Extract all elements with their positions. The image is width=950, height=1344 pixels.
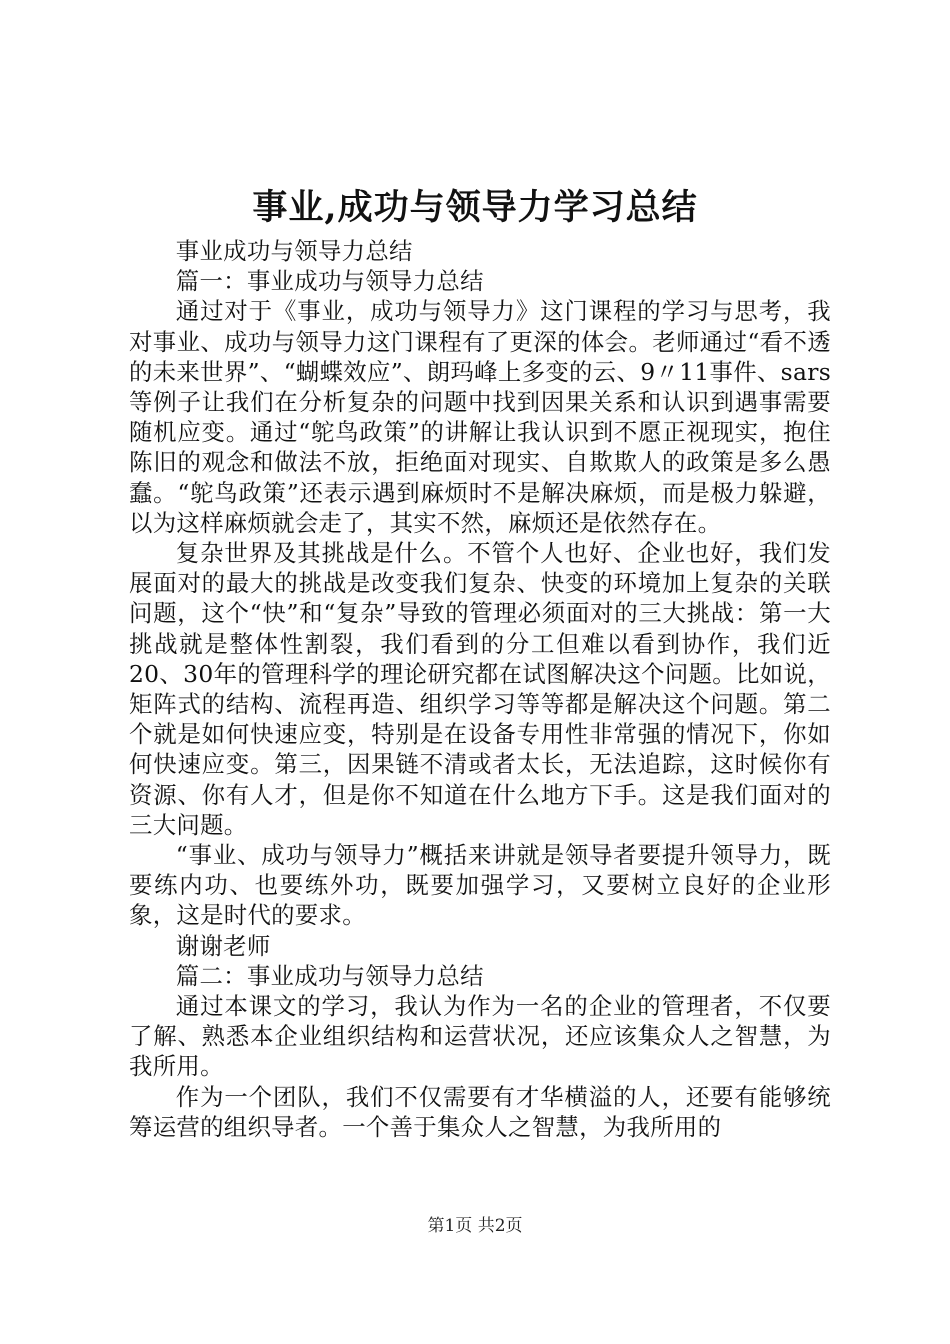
paragraph: 作为一个团队，我们不仅需要有才华横溢的人，还要有能够统筹运营的组织导者。一个善于集众人之智慧，为我所用的 [129,1082,831,1141]
section-heading-1: 篇一：事业成功与领导力总结 [175,267,484,296]
paragraph: 通过本课文的学习，我认为作为一名的企业的管理者，不仅要了解、熟悉本企业组织结构和运营状况，还应该集众人之智慧，为我所用。 [129,992,831,1081]
paragraph: 复杂世界及其挑战是什么。不管个人也好、企业也好，我们发展面对的最大的挑战是改变我们复杂、快变的环境加上复杂的关联问题，这个“快”和“复杂”导致的管理必须面对的三大挑战：第一大挑战就是整体性割裂，我们看到的分工但难以看到协作，我们近20、30年的管理科学的理论研究都在试图解决这个问题。比如说，矩阵式的结构、流程再造、组织学习等等都是解决这个问题。第二个就是如何快速应变，特别是在设备专用性非常强的情况下，你如何快速应变。第三，因果链不清或者太长，无法追踪，这时候你有资源、你有人才，但是你不知道在什么地方下手。这是我们面对的三大问题。 [129,539,831,839]
document-body [129,236,831,1142]
paragraph: “事业、成功与领导力”概括来讲就是领导者要提升领导力，既要练内功、也要练外功，既要加强学习，又要树立良好的企业形象，这是时代的要求。 [129,841,831,930]
document-title: 事业,成功与领导力学习总结 [252,187,698,228]
paragraph-thanks: 谢谢老师 [175,931,271,960]
page-footer: 第1页 共2页 [427,1216,523,1236]
paragraph: 通过对于《事业，成功与领导力》这门课程的学习与思考，我对事业、成功与领导力这门课程有了更深的体会。老师通过“看不透的未来世界”、“蝴蝶效应”、朗玛峰上多变的云、9〃11事件、sars等例子让我们在分析复杂的问题中找到因果关系和认识到遇事需要随机应变。通过“鸵鸟政策”的讲解让我认识到不愿正视现实，抱住陈旧的观念和做法不放，拒绝面对现实、自欺欺人的政策是多么愚蠢。“鸵鸟政策”还表示遇到麻烦时不是解决麻烦，而是极力躲避，以为这样麻烦就会走了，其实不然，麻烦还是依然存在。 [129,297,831,537]
paragraph-subtitle: 事业成功与领导力总结 [175,237,413,265]
section-heading-2: 篇二：事业成功与领导力总结 [175,961,484,990]
